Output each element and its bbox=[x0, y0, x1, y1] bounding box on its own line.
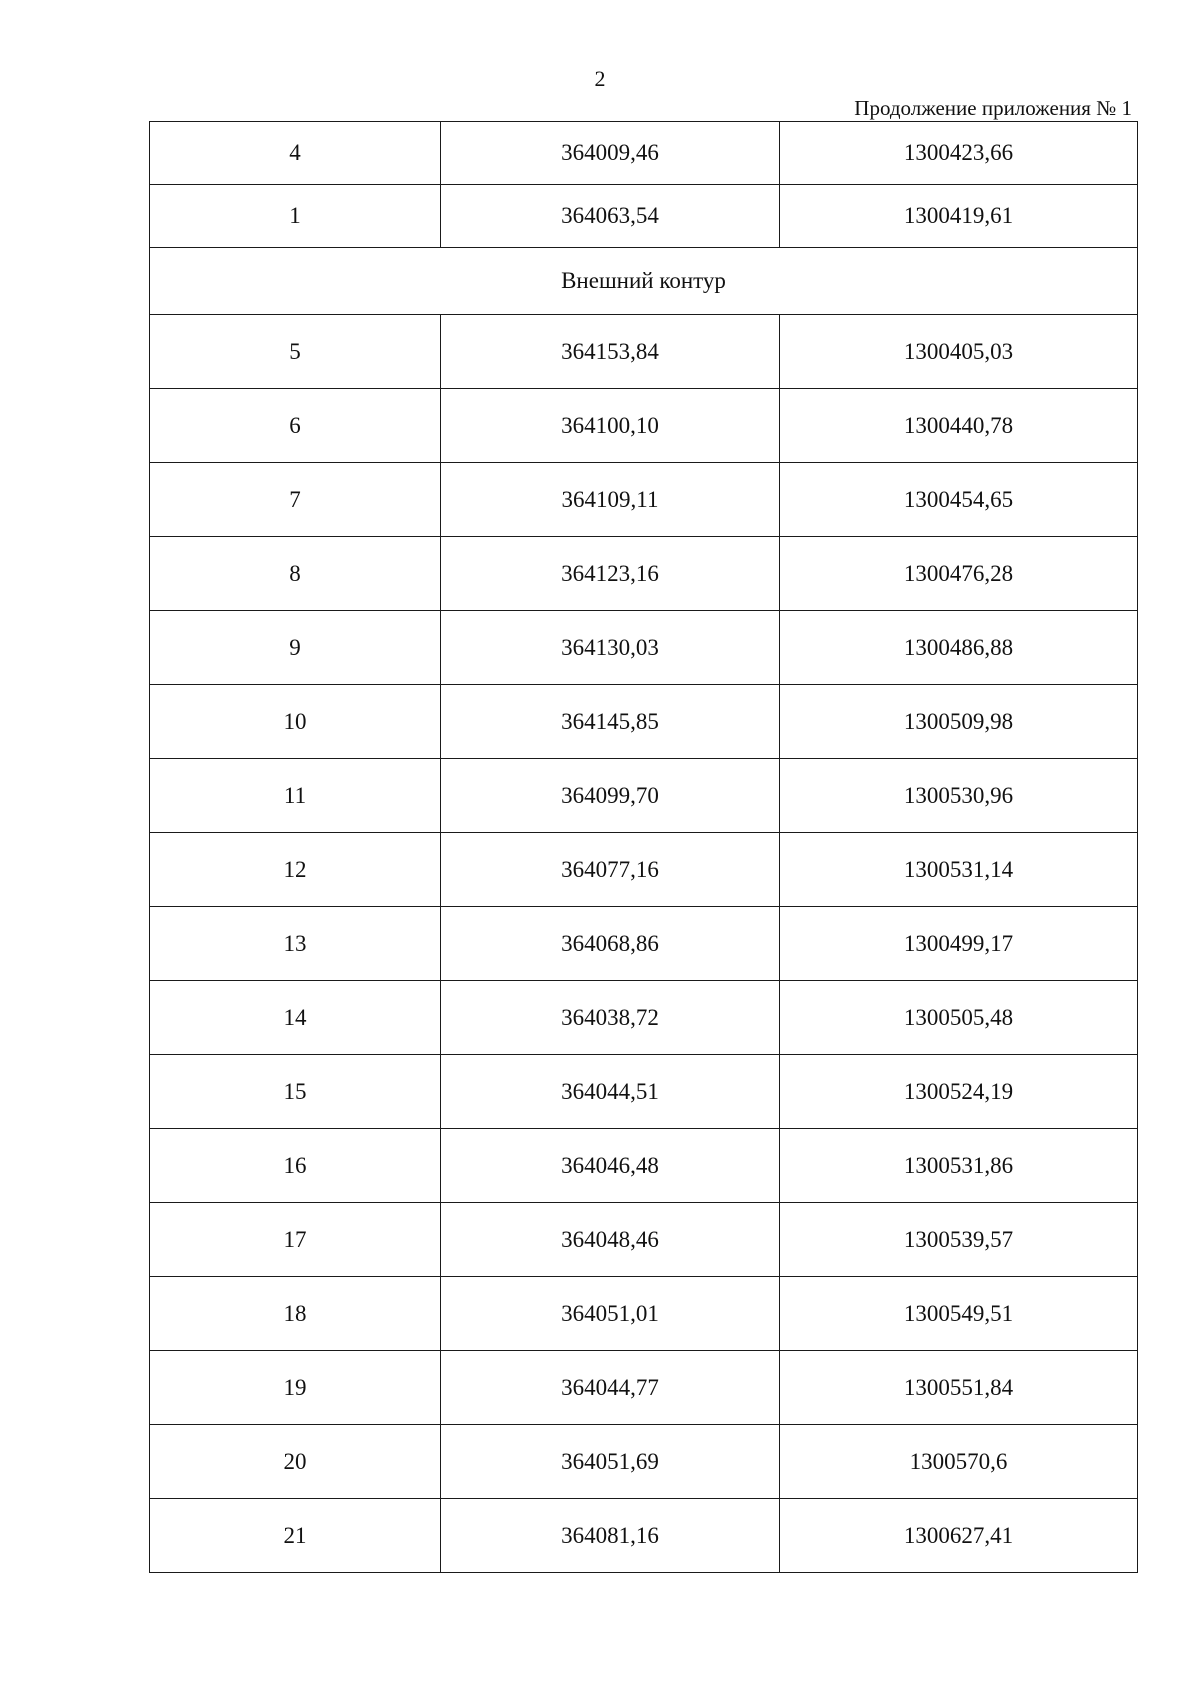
table-row bbox=[150, 833, 1138, 907]
coordinate-y: 1300524,19 bbox=[780, 1055, 1138, 1129]
table-row bbox=[150, 1499, 1138, 1573]
table-row bbox=[150, 611, 1138, 685]
table-row bbox=[150, 1425, 1138, 1499]
table-row bbox=[150, 537, 1138, 611]
coordinate-y: 1300539,57 bbox=[780, 1203, 1138, 1277]
point-number: 6 bbox=[150, 389, 441, 463]
coordinate-y: 1300499,17 bbox=[780, 907, 1138, 981]
coordinate-x: 364009,46 bbox=[441, 122, 780, 185]
table-row bbox=[150, 315, 1138, 389]
coordinate-y: 1300405,03 bbox=[780, 315, 1138, 389]
table-row bbox=[150, 1129, 1138, 1203]
table-row bbox=[150, 1055, 1138, 1129]
coordinate-y: 1300454,65 bbox=[780, 463, 1138, 537]
point-number: 19 bbox=[150, 1351, 441, 1425]
point-number: 5 bbox=[150, 315, 441, 389]
coordinates-table bbox=[149, 121, 1138, 1573]
page-number: 2 bbox=[594, 66, 606, 91]
coordinate-x: 364046,48 bbox=[441, 1129, 780, 1203]
coordinate-x: 364099,70 bbox=[441, 759, 780, 833]
coordinate-y: 1300419,61 bbox=[780, 185, 1138, 248]
appendix-continuation-note: Продолжение приложения № 1 bbox=[854, 96, 1132, 120]
coordinate-x: 364044,77 bbox=[441, 1351, 780, 1425]
point-number: 21 bbox=[150, 1499, 441, 1573]
coordinate-y: 1300486,88 bbox=[780, 611, 1138, 685]
coordinate-x: 364081,16 bbox=[441, 1499, 780, 1573]
point-number: 7 bbox=[150, 463, 441, 537]
coordinate-y: 1300423,66 bbox=[780, 122, 1138, 185]
coordinate-y: 1300570,6 bbox=[780, 1425, 1138, 1499]
coordinate-y: 1300627,41 bbox=[780, 1499, 1138, 1573]
point-number: 1 bbox=[150, 185, 441, 248]
coordinate-y: 1300531,86 bbox=[780, 1129, 1138, 1203]
point-number: 12 bbox=[150, 833, 441, 907]
point-number: 9 bbox=[150, 611, 441, 685]
point-number: 10 bbox=[150, 685, 441, 759]
table-row bbox=[150, 185, 1138, 248]
point-number: 13 bbox=[150, 907, 441, 981]
coordinate-y: 1300551,84 bbox=[780, 1351, 1138, 1425]
point-number: 16 bbox=[150, 1129, 441, 1203]
coordinate-x: 364068,86 bbox=[441, 907, 780, 981]
point-number: 11 bbox=[150, 759, 441, 833]
point-number: 8 bbox=[150, 537, 441, 611]
coordinate-x: 364044,51 bbox=[441, 1055, 780, 1129]
coordinate-x: 364063,54 bbox=[441, 185, 780, 248]
section-title: Внешний контур bbox=[150, 248, 1138, 315]
table-row bbox=[150, 389, 1138, 463]
coordinate-x: 364048,46 bbox=[441, 1203, 780, 1277]
section-row bbox=[150, 248, 1138, 315]
point-number: 18 bbox=[150, 1277, 441, 1351]
coordinate-y: 1300531,14 bbox=[780, 833, 1138, 907]
coordinate-y: 1300476,28 bbox=[780, 537, 1138, 611]
table-row bbox=[150, 1351, 1138, 1425]
point-number: 20 bbox=[150, 1425, 441, 1499]
coordinate-x: 364123,16 bbox=[441, 537, 780, 611]
coordinate-x: 364100,10 bbox=[441, 389, 780, 463]
point-number: 15 bbox=[150, 1055, 441, 1129]
table-row bbox=[150, 463, 1138, 537]
point-number: 17 bbox=[150, 1203, 441, 1277]
table-row bbox=[150, 907, 1138, 981]
table-row bbox=[150, 685, 1138, 759]
coordinate-y: 1300509,98 bbox=[780, 685, 1138, 759]
coordinate-x: 364153,84 bbox=[441, 315, 780, 389]
coordinate-x: 364145,85 bbox=[441, 685, 780, 759]
coordinate-y: 1300549,51 bbox=[780, 1277, 1138, 1351]
table-row bbox=[150, 122, 1138, 185]
coordinate-x: 364130,03 bbox=[441, 611, 780, 685]
table-row bbox=[150, 759, 1138, 833]
point-number: 4 bbox=[150, 122, 441, 185]
table-row bbox=[150, 981, 1138, 1055]
point-number: 14 bbox=[150, 981, 441, 1055]
coordinate-x: 364077,16 bbox=[441, 833, 780, 907]
table-row bbox=[150, 1203, 1138, 1277]
coordinate-x: 364051,69 bbox=[441, 1425, 780, 1499]
coordinate-x: 364038,72 bbox=[441, 981, 780, 1055]
coordinate-x: 364051,01 bbox=[441, 1277, 780, 1351]
coordinate-y: 1300440,78 bbox=[780, 389, 1138, 463]
table-row bbox=[150, 1277, 1138, 1351]
coordinate-y: 1300505,48 bbox=[780, 981, 1138, 1055]
coordinate-x: 364109,11 bbox=[441, 463, 780, 537]
coordinate-y: 1300530,96 bbox=[780, 759, 1138, 833]
